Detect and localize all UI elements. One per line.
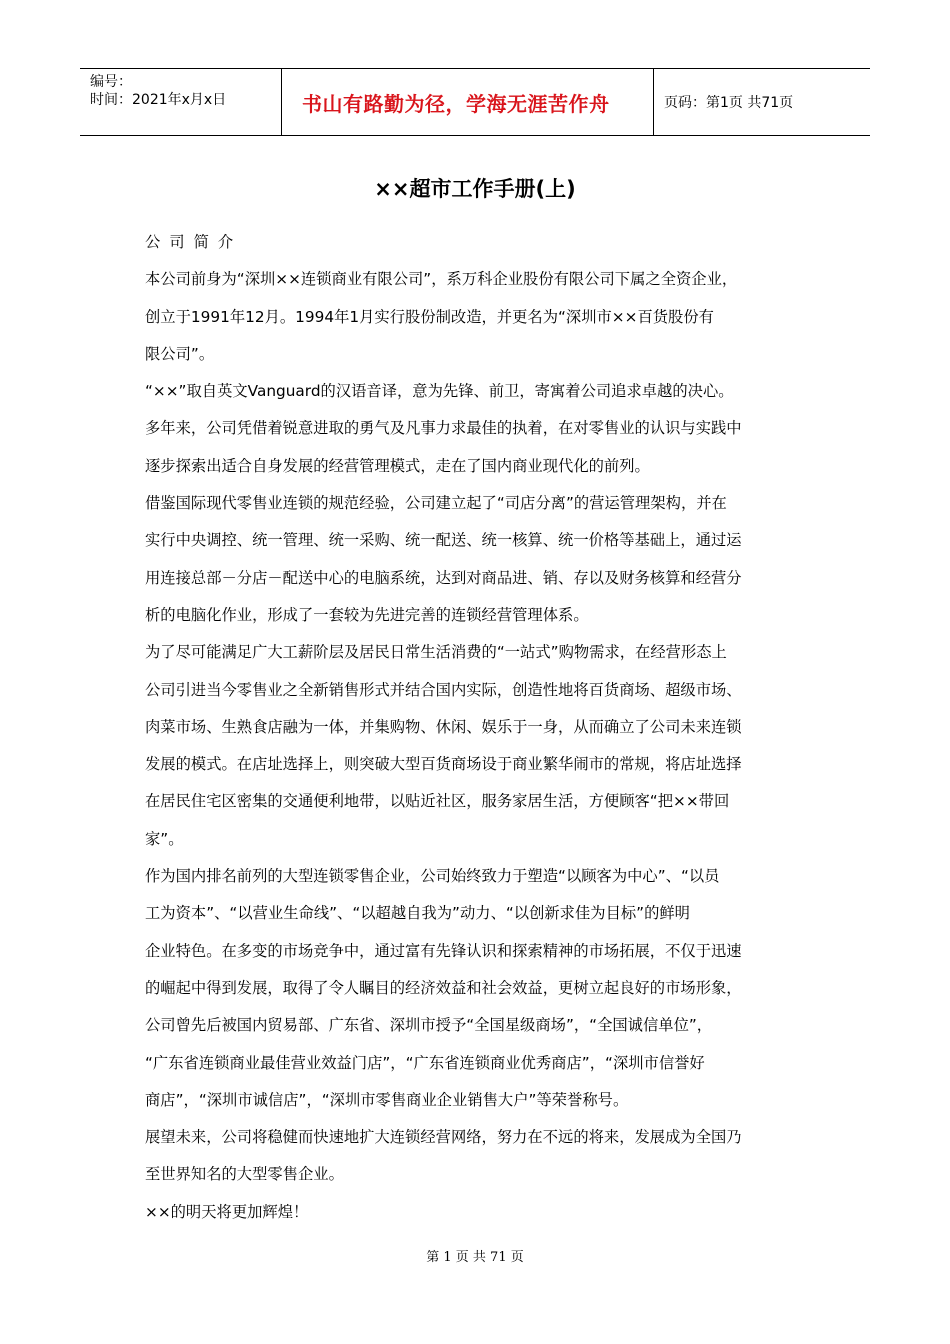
body-line: 公司曾先后被国内贸易部、广东省、深圳市授予“全国星级商场”，“全国诚信单位”，: [145, 1016, 713, 1035]
body-line: 多年来，公司凭借着锐意进取的勇气及凡事力求最佳的执着，在对零售业的认识与实践中: [145, 419, 742, 438]
body-line: 展望未来，公司将稳健而快速地扩大连锁经营网络，努力在不远的将来，发展成为全国乃: [145, 1128, 742, 1147]
body-line: 家”。: [145, 829, 184, 848]
body-line: “广东省连锁商业最佳营业效益门店”，“广东省连锁商业优秀商店”，“深圳市信誉好: [145, 1053, 705, 1072]
body-line: 实行中央调控、统一管理、统一采购、统一配送、统一核算、统一价格等基础上，通过运: [145, 531, 742, 550]
body-line: 商店”，“深圳市诚信店”，“深圳市零售商业企业销售大户”等荣誉称号。: [145, 1090, 629, 1109]
document-number-label: 编号：: [90, 74, 132, 90]
body-line: 公司引进当今零售业之全新销售形式并结合国内实际，创造性地将百货商场、超级市场、: [145, 680, 742, 699]
document-body: [145, 224, 815, 1231]
header-page-cell: [654, 69, 870, 135]
body-line: 用连接总部－分店－配送中心的电脑系统，达到对商品进、销、存以及财务核算和经营分: [145, 568, 742, 587]
body-line: 创立于1991年12月。1994年1月实行股份制改造，并更名为“深圳市××百货股份有: [145, 307, 714, 326]
body-line: 本公司前身为“深圳××连锁商业有限公司”，系万科企业股份有限公司下属之全资企业，: [145, 270, 738, 289]
body-line: 至世界知名的大型零售企业。: [145, 1165, 344, 1184]
body-line: 逐步探索出适合自身发展的经营管理模式，走在了国内商业现代化的前列。: [145, 456, 650, 475]
page-footer: 第 1 页 共 71 页: [426, 1250, 524, 1265]
header-page-info: 页码：第1页 共71页: [664, 95, 794, 111]
body-line: 发展的模式。在店址选择上，则突破大型百货商场设于商业繁华闹市的常规，将店址选择: [145, 755, 742, 774]
body-line: 工为资本”、“以营业生命线”、“以超越自我为”动力、“以创新求佳为目标”的鲜明: [145, 904, 690, 923]
body-line: ××的明天将更加辉煌！: [145, 1202, 309, 1221]
body-line: 作为国内排名前列的大型连锁零售企业，公司始终致力于塑造“以顾客为中心”、“以员: [145, 867, 720, 886]
header-meta-cell: [80, 69, 282, 135]
header-table: [80, 68, 870, 136]
body-line: 的崛起中得到发展，取得了令人瞩目的经济效益和社会效益，更树立起良好的市场形象，: [145, 978, 742, 997]
body-line: 为了尽可能满足广大工薪阶层及居民日常生活消费的“一站式”购物需求，在经营形态上: [145, 643, 727, 662]
section-heading: 公司简介: [145, 233, 243, 251]
document-title: ××超市工作手册(上): [374, 177, 576, 201]
body-line: “××”取自英文Vanguard的汉语音译，意为先锋、前卫，寄寓着公司追求卓越的决心。: [145, 382, 734, 401]
body-line: 企业特色。在多变的市场竞争中，通过富有先锋认识和探索精神的市场拓展，不仅于迅速: [145, 941, 742, 960]
body-lines: [145, 261, 815, 1231]
body-line: 限公司”。: [145, 344, 215, 363]
header-motto-cell: [282, 69, 654, 135]
body-line: 肉菜市场、生熟食店融为一体，并集购物、休闲、娱乐于一身，从而确立了公司未来连锁: [145, 717, 742, 736]
body-line: 借鉴国际现代零售业连锁的规范经验，公司建立起了“司店分离”的营运管理架构，并在: [145, 494, 727, 513]
header-motto: 书山有路勤为径，学海无涯苦作舟: [302, 91, 610, 116]
body-line: 在居民住宅区密集的交通便利地带，以贴近社区，服务家居生活，方便顾客“把××带回: [145, 792, 730, 811]
document-date: 时间：2021年x月x日: [90, 92, 227, 108]
body-line: 析的电脑化作业，形成了一套较为先进完善的连锁经营管理体系。: [145, 605, 589, 624]
